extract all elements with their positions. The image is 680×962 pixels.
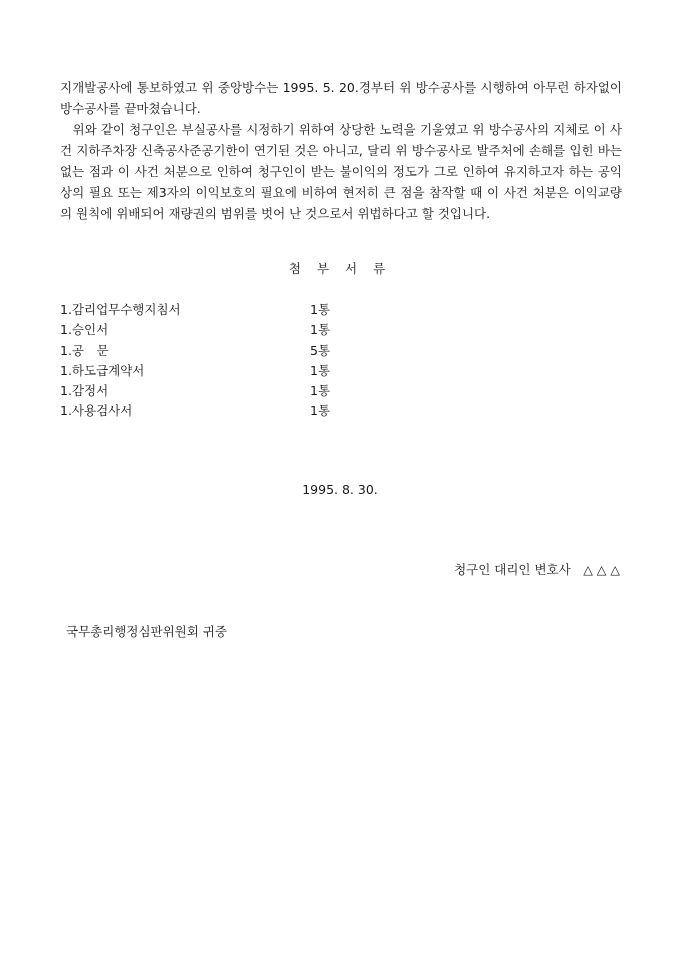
body-text: [60, 77, 622, 224]
body-paragraph-1: 지개발공사에 통보하였고 위 중앙방수는 1995. 5. 20.경부터 위 방수공사를 시행하여 아무런 하자없이 방수공사를 끝마쳤습니다.: [60, 80, 622, 116]
attachment-name: 1.감리업무수행지침서: [60, 302, 181, 317]
list-item: [60, 320, 380, 340]
signature-line: 청구인 대리인 변호사 △ △ △: [454, 562, 620, 577]
attachments-heading: 첨 부 서 류: [288, 261, 392, 276]
addressee: 국무총리행정심판위원회 귀중: [66, 624, 227, 639]
attachment-count: 1통: [310, 322, 331, 338]
attachment-name: 1.하도급계약서: [60, 362, 145, 378]
attachment-name: 1.승인서: [60, 322, 109, 338]
list-item: [60, 361, 380, 381]
body-paragraph-2: 위와 같이 청구인은 부실공사를 시정하기 위하여 상당한 노력을 기울였고 위 방수공사의 지체로 이 사건 지하주차장 신축공사준공기한이 연기된 것은 아니고, 달리 위 방수공사로 발주처에 손해를 입힌 바는 없는 점과 이 사건 처분으로 인하여 청구인이 받는 불이익의 정도가 그로 인하여 유지하고자 하는 공익상의 필요 또는 제3자의 이익보호의 필요에 비하여 현저히 큰 점을 참작할 때 이 사건 처분은 이익교량의 원칙에 위배되어 재량권의 범위를 벗어 난 것으로서 위법하다고 할 것입니다.: [60, 122, 622, 221]
list-item: [60, 300, 380, 320]
list-item: [60, 381, 380, 401]
document-date: 1995. 8. 30.: [302, 482, 378, 497]
attachment-count: 1통: [310, 383, 331, 399]
attachment-name: 1.사용검사서: [60, 403, 133, 419]
attachment-name: 1.공 문: [60, 342, 109, 358]
attachment-count: 5통: [310, 342, 331, 358]
attachment-count: 1통: [310, 403, 331, 419]
attachment-count: 1통: [310, 302, 331, 317]
list-item: [60, 341, 380, 361]
attachments-list: [60, 300, 380, 422]
attachment-count: 1통: [310, 362, 331, 378]
attachment-name: 1.감정서: [60, 383, 109, 399]
list-item: [60, 401, 380, 421]
